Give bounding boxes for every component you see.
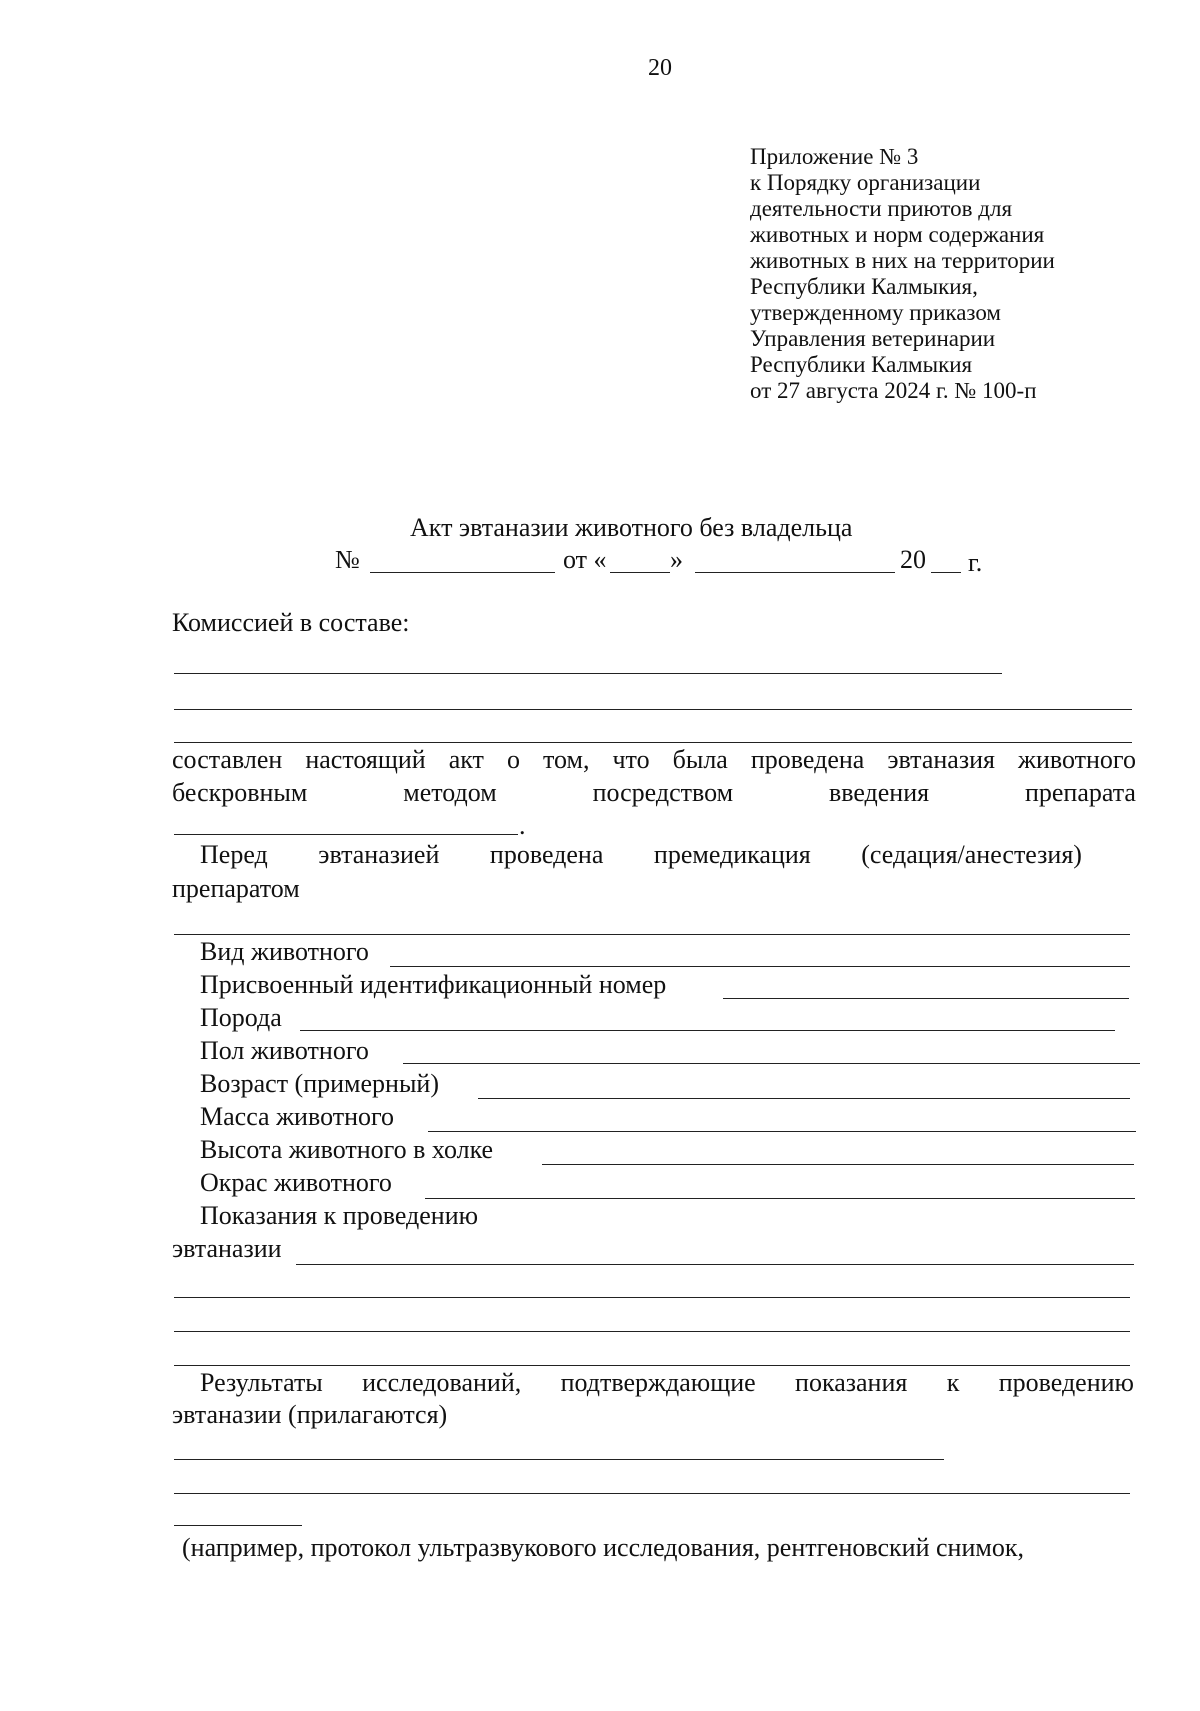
premed-line-1 (200, 842, 1082, 868)
appendix-line: утвержденному приказом (750, 300, 1001, 325)
appendix-line: от 27 августа 2024 г. № 100-п (750, 378, 1037, 403)
commission-label: Комиссией в составе: (172, 608, 410, 637)
word: проведена (750, 745, 865, 774)
id-number-field[interactable] (723, 998, 1129, 999)
weight-field[interactable] (428, 1131, 1136, 1132)
year-suffix: г. (968, 548, 983, 577)
species-field[interactable] (390, 966, 1130, 967)
id-number-label: Присвоенный идентификационный номер (200, 970, 667, 999)
color-label: Окрас животного (200, 1168, 392, 1197)
appendix-line: Республики Калмыкия, (750, 274, 978, 299)
date-from-open: от « (563, 545, 607, 574)
word: исследований, (362, 1368, 522, 1397)
word: Результаты (200, 1368, 323, 1397)
drug-field[interactable] (174, 834, 518, 835)
appendix-line: Приложение № 3 (750, 144, 919, 169)
word: о (506, 745, 520, 774)
word: бескровным (172, 778, 308, 807)
sex-label: Пол животного (200, 1036, 369, 1065)
indications-field-2[interactable] (174, 1297, 1130, 1298)
act-text-line-2 (172, 780, 1136, 806)
height-label: Высота животного в холке (200, 1135, 494, 1164)
word: Перед (200, 840, 268, 869)
year-field[interactable] (931, 572, 961, 573)
commission-line-2[interactable] (174, 709, 1132, 710)
word: введения (828, 778, 930, 807)
word: проведению (998, 1368, 1134, 1397)
age-field[interactable] (478, 1098, 1130, 1099)
appendix-line: деятельности приютов для (750, 196, 1013, 221)
indications-field-3[interactable] (174, 1331, 1130, 1332)
word: показания (795, 1368, 908, 1397)
month-field[interactable] (695, 572, 895, 573)
indications-label-cont: эвтаназии (172, 1234, 282, 1263)
age-label: Возраст (примерный) (200, 1069, 439, 1098)
day-field[interactable] (610, 572, 670, 573)
word: подтверждающие (560, 1368, 756, 1397)
word: эвтаназией (318, 840, 440, 869)
results-field-3[interactable] (174, 1525, 302, 1526)
breed-field[interactable] (300, 1030, 1115, 1031)
indications-field-4[interactable] (174, 1365, 1130, 1366)
color-field[interactable] (425, 1198, 1135, 1199)
results-example-note: (например, протокол ультразвукового исследования, рентгеновский снимок, (182, 1533, 1024, 1562)
weight-label: Масса животного (200, 1102, 395, 1131)
date-from-close: » (670, 545, 683, 574)
appendix-line: животных в них на территории (750, 248, 1055, 273)
word: (седация/анестезия) (861, 840, 1082, 869)
appendix-line: к Порядку организации (750, 170, 981, 195)
year-prefix: 20 (900, 545, 926, 574)
species-label: Вид животного (200, 937, 369, 966)
results-line-2: эвтаназии (прилагаются) (172, 1400, 448, 1429)
word: что (612, 745, 650, 774)
number-sign: № (335, 545, 360, 574)
word: методом (403, 778, 497, 807)
indications-label: Показания к проведению (200, 1201, 479, 1230)
word: премедикация (653, 840, 811, 869)
word: проведена (489, 840, 604, 869)
results-field-1[interactable] (174, 1459, 944, 1460)
word: посредством (592, 778, 734, 807)
word: акт (448, 745, 484, 774)
height-field[interactable] (542, 1164, 1134, 1165)
act-text-line-1 (172, 747, 1136, 773)
drug-field-dot: . (519, 811, 526, 840)
act-number-field[interactable] (370, 572, 555, 573)
word: том, (542, 745, 590, 774)
word: препарата (1024, 778, 1136, 807)
word: к (946, 1368, 960, 1397)
word: настоящий (305, 745, 426, 774)
page-number: 20 (648, 55, 672, 81)
appendix-block (750, 144, 1150, 404)
document-title: Акт эвтаназии животного без владельца (410, 513, 853, 542)
breed-label: Порода (200, 1003, 282, 1032)
appendix-line: животных и норм содержания (750, 222, 1045, 247)
premed-drug-label: препаратом (172, 874, 300, 903)
word: составлен (172, 745, 283, 774)
word: была (672, 745, 728, 774)
sex-field[interactable] (403, 1063, 1140, 1064)
commission-line-3[interactable] (174, 742, 1132, 743)
indications-field-1[interactable] (296, 1264, 1134, 1265)
results-line-1 (200, 1370, 1134, 1396)
word: эвтаназия (887, 745, 995, 774)
word: животного (1018, 745, 1136, 774)
results-field-2[interactable] (174, 1493, 1130, 1494)
premed-drug-field[interactable] (174, 934, 1130, 935)
appendix-line: Управления ветеринарии (750, 326, 996, 351)
commission-line-1[interactable] (174, 673, 1002, 674)
appendix-line: Республики Калмыкия (750, 352, 973, 377)
